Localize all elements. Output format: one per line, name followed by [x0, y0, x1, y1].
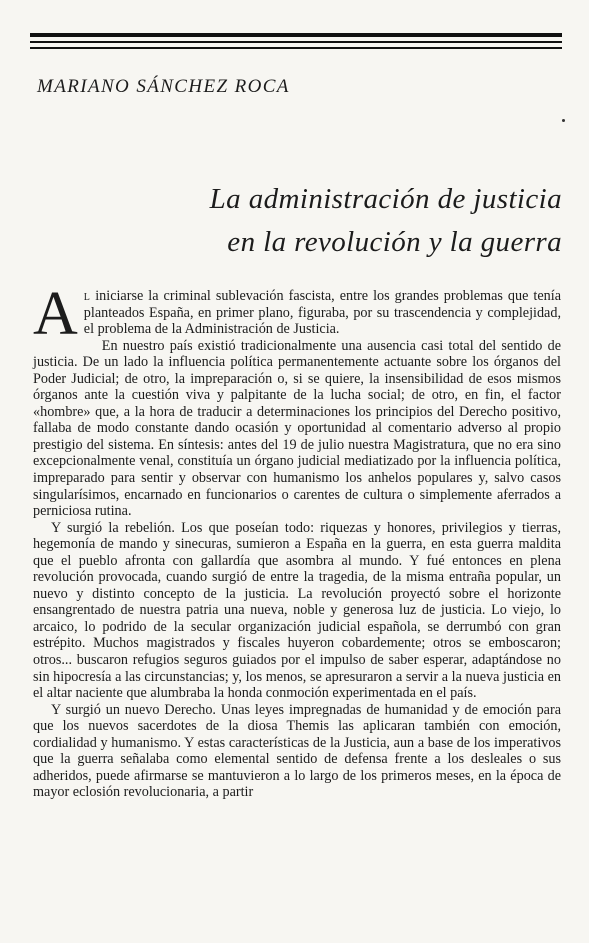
article-title: [210, 178, 562, 264]
paragraph-1: [33, 280, 561, 348]
header-rule-middle: [30, 41, 562, 43]
author-name: MARIANO SÁNCHEZ ROCA: [37, 76, 290, 97]
paragraph-1-text: iniciarse la criminal sublevación fascista, entre los grandes problemas que tenía planteados España, en primer plano, figuraba, por su trascendencia y complejidad, el problema de la Administración de Justicia.: [83, 288, 561, 338]
drop-cap: A: [33, 280, 78, 348]
lead-in: l: [83, 288, 91, 304]
article-body: [33, 280, 561, 801]
title-line-2: en la revolución y la guerra: [227, 226, 562, 258]
print-speck: [562, 119, 565, 122]
title-line-1: La administración de justicia: [209, 183, 562, 215]
paragraph-3: Y surgió la rebelión. Los que poseían todo: riquezas y honores, privilegios y tierras, hegemonía de mando y sinecuras, sumieron a España en la guerra, en esta guerra maldita que el pueblo afronta con gallardía que asombra al mundo. Y fué entonces en plena revolución provocada, cuando surgió de entre la tragedia, de la misma entraña popular, un nuevo y distinto concepto de la justicia. La revolución proyectó sobre el horizonte ensangrentado de nuestra patria una nueva, noble y generosa luz de justicia. Lo viejo, lo arcaico, lo podrido de la secular organización judicial española, se derrumbó con gran estrépito. Muchos magistrados y fiscales huyeron cobardemente; otros se emboscaron; otros... buscaron refugios seguros guiados por el impulso de saber esperar, adaptándose no sin hipocresía a las circunstancias; y, los menos, se apresuraron a servir a la nueva justicia en el altar naciente que alumbraba la honda conmoción experimentada en el país.: [33, 519, 561, 702]
header-rule-thick: [30, 33, 562, 37]
paragraph-2: En nuestro país existió tradicionalmente una ausencia casi total del sentido de justicia. De un lado la influencia política permanentemente actuante sobre los órganos del Poder Judicial; de otro, la impreparación o, si se quiere, la insensibilidad de esos mismos órganos ante la cuestión viva y palpitante de la lucha social; de otro, en fin, el factor «hombre» que, a la hora de traducir a determinaciones los principios del Derecho positivo, fallaba de modo constante dando ocasión y oportunidad al comentario adverso al propio prestigio del sistema. En síntesis: antes del 19 de julio nuestra Magistratura, que no era sino excepcionalmente venal, constituía un órgano judicial mediatizado por la influencia política, impreparado para sentir y observar con humanismo los anhelos populares y, salvo casos singularísimos, encarnado en funcionarios o carentes de cultura o simplemente aferrados a perniciosa rutina.: [33, 337, 561, 520]
paragraph-4: Y surgió un nuevo Derecho. Unas leyes impregnadas de humanidad y de emoción para que los nuevos sacerdotes de la diosa Themis las aplicaran también con emoción, cordialidad y humanismo. Y estas características de la Justicia, aun a base de los imperativos que la guerra señalaba como elemental sentido de defensa frente a los desleales o sus adheridos, puede afirmarse se mantuvieron a lo largo de los primeros meses, en la época de mayor eclosión revolucionaria, a partir: [33, 701, 561, 801]
header-rule-bottom: [30, 47, 562, 49]
